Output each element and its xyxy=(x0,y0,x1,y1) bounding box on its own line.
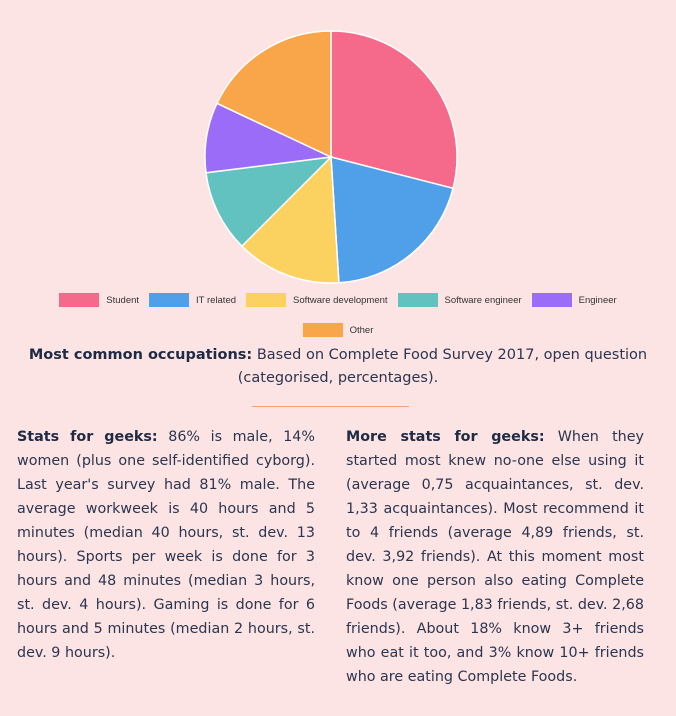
left-column-heading: Stats for geeks: xyxy=(17,429,158,445)
legend-label: Software engineer xyxy=(444,294,522,306)
legend-label: Engineer xyxy=(578,294,617,306)
caption-title: Most common occupations: xyxy=(28,347,253,363)
legend-label: Other xyxy=(349,324,374,336)
legend-item-software-development xyxy=(246,292,388,308)
legend-item-student xyxy=(59,292,139,308)
legend-item-software-engineer xyxy=(398,292,522,308)
right-column-heading: More stats for geeks: xyxy=(346,429,545,445)
stats-right-column xyxy=(346,425,644,689)
legend-swatch xyxy=(59,293,99,307)
caption-text: Based on Complete Food Survey 2017, open question (categorised, percentages). xyxy=(237,347,648,386)
pie-chart xyxy=(0,0,676,290)
legend-label: Student xyxy=(106,294,140,306)
section-divider xyxy=(252,406,409,407)
legend-label: IT related xyxy=(196,294,237,306)
legend-swatch xyxy=(149,293,189,307)
legend-label: Software development xyxy=(293,294,388,306)
legend-item-it-related xyxy=(149,292,236,308)
chart-caption xyxy=(0,344,676,390)
legend-swatch xyxy=(398,293,438,307)
legend-swatch xyxy=(246,293,286,307)
legend-item-engineer xyxy=(532,292,617,308)
legend-swatch xyxy=(532,293,572,307)
legend-swatch xyxy=(303,323,343,337)
legend-item-other xyxy=(303,322,374,338)
right-column-text: When they started most knew no-one else using it (average 0,75 acquaintances, st. dev. 1,33 acquaintances). Most recommend it to 4 friends (average 4,89 friends, st. dev. 3,92 friends). At this moment most know one person also eating Complete Foods (average 1,83 friends, st. dev. 2,68 friends). About 18% know 3+ friends who eat it too, and 3% know 10+ friends who are eating Complete Foods. xyxy=(346,429,644,685)
stats-left-column xyxy=(17,425,315,665)
chart-legend xyxy=(0,292,676,338)
left-column-text: 86% is male, 14% women (plus one self-identified cyborg). Last year's survey had 81% male. The average workweek is 40 hours and 5 minutes (median 40 hours, st. dev. 13 hours). Sports per week is done for 3 hours and 48 minutes (median 3 hours, st. dev. 4 hours). Gaming is done for 6 hours and 5 minutes (median 2 hours, st. dev. 9 hours). xyxy=(17,429,315,661)
